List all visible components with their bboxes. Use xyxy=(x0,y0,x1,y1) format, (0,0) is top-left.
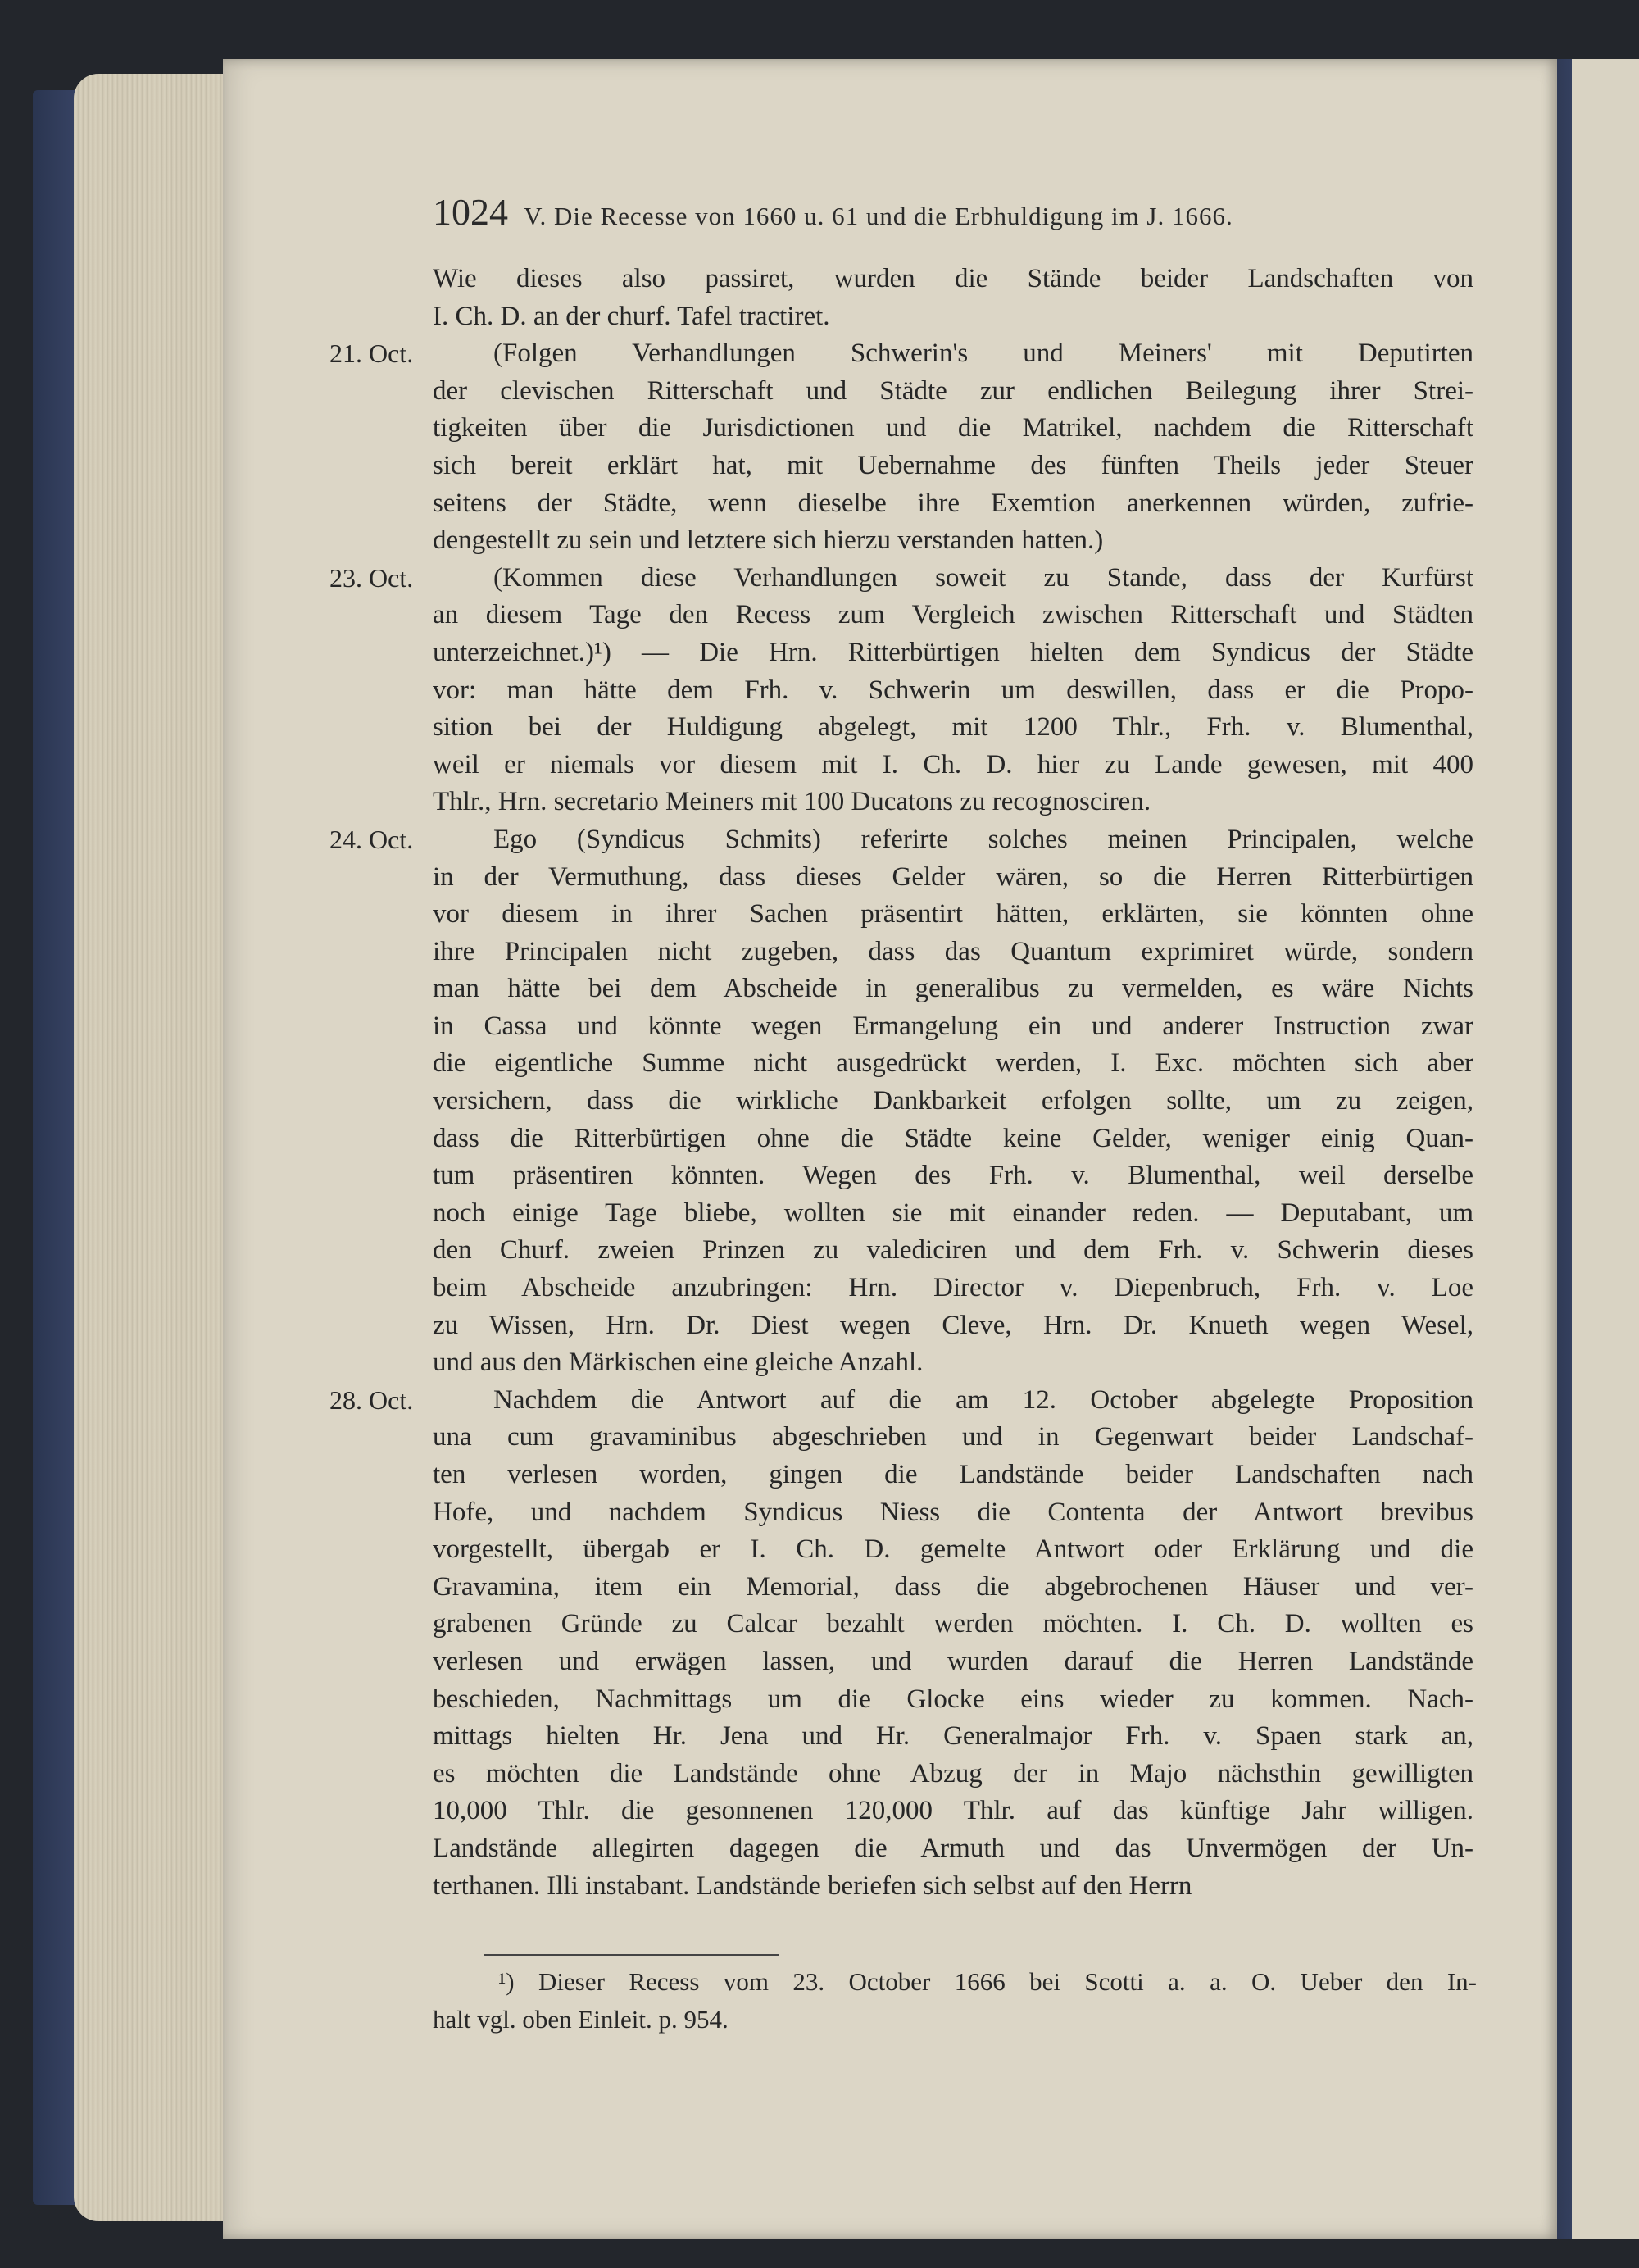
text-line: Nachdem die Antwort auf die am 12. October abgelegte Proposition xyxy=(493,1384,1473,1415)
text-line: 10,000 Thlr. die gesonnenen 120,000 Thlr. auf das künftige Jahr willigen. xyxy=(433,1796,1473,1826)
text-line: in Cassa und könnte wegen Ermangelung ein und anderer Instruction zwar xyxy=(433,1011,1473,1041)
footnote xyxy=(433,1964,1477,2038)
text-line: Ego (Syndicus Schmits) referirte solches meinen Principalen, welche xyxy=(493,824,1473,854)
text-line: versichern, dass die wirkliche Dankbarkeit erfolgen sollte, um zu zeigen, xyxy=(433,1086,1473,1116)
text-line: dass die Ritterbürtigen ohne die Städte keine Gelder, weniger einig Quan- xyxy=(433,1123,1473,1153)
text-line: und aus den Märkischen eine gleiche Anzahl. xyxy=(433,1348,924,1378)
text-line: vor diesem in ihrer Sachen präsentirt hätten, erklärten, sie könnten ohne xyxy=(433,899,1473,929)
text-line: den Churf. zweien Prinzen zu valediciren und dem Frh. v. Schwerin dieses xyxy=(433,1235,1473,1266)
text-line: una cum gravaminibus abgeschrieben und in Gegenwart beider Landschaf- xyxy=(433,1422,1473,1452)
page-edges xyxy=(74,74,229,2221)
text-line: beim Abscheide anzubringen: Hrn. Director v. Diepenbruch, Frh. v. Loe xyxy=(433,1273,1473,1303)
margin-date: 24. Oct. xyxy=(329,824,414,854)
text-line: grabenen Gründe zu Calcar bezahlt werden möchten. I. Ch. D. wollten es xyxy=(433,1609,1473,1639)
text-line: vor: man hätte dem Frh. v. Schwerin um deswillen, dass er die Propo- xyxy=(433,675,1473,705)
page-number: 1024 xyxy=(433,191,508,233)
text-line: an diesem Tage den Recess zum Vergleich zwischen Ritterschaft und Städten xyxy=(433,600,1473,630)
text-line: beschieden, Nachmittags um die Glocke eins wieder zu kommen. Nach- xyxy=(433,1684,1473,1714)
text-line: (Kommen diese Verhandlungen soweit zu Stande, dass der Kurfürst xyxy=(493,562,1473,593)
running-header xyxy=(433,190,1400,239)
text-line: Wie dieses also passiret, wurden die Stände beider Landschaften von xyxy=(433,264,1473,293)
paragraph xyxy=(329,821,1477,1382)
text-line: Gravamina, item ein Memorial, dass die abgebrochenen Häuser und ver- xyxy=(433,1571,1473,1602)
paragraph xyxy=(329,560,1477,821)
text-line: man hätte bei dem Abscheide in generalibus zu vermelden, es wäre Nichts xyxy=(433,974,1473,1004)
margin-date: 21. Oct. xyxy=(329,339,414,369)
margin-date: 28. Oct. xyxy=(329,1384,414,1415)
text-line: Hofe, und nachdem Syndicus Niess die Contenta der Antwort brevibus xyxy=(433,1497,1473,1527)
text-line: sich bereit erklärt hat, mit Uebernahme des fünften Theils jeder Steuer xyxy=(433,450,1473,480)
text-line: der clevischen Ritterschaft und Städte zur endlichen Beilegung ihrer Strei- xyxy=(433,375,1473,406)
text-line: mittags hielten Hr. Jena und Hr. Generalmajor Frh. v. Spaen stark an, xyxy=(433,1721,1473,1752)
footnote-line: halt vgl. oben Einleit. p. 954. xyxy=(433,2004,729,2034)
text-line: I. Ch. D. an der churf. Tafel tractiret. xyxy=(433,301,830,331)
paragraph xyxy=(329,335,1477,560)
text-line: ten verlesen worden, gingen die Landstände beider Landschaften nach xyxy=(433,1460,1473,1489)
text-line: (Folgen Verhandlungen Schwerin's und Meiners' mit Deputirten xyxy=(493,339,1473,369)
text-line: in der Vermuthung, dass dieses Gelder wären, so die Herren Ritterbürtigen xyxy=(433,861,1473,892)
text-line: ihre Principalen nicht zugeben, dass das Quantum exprimiret würde, sondern xyxy=(433,936,1473,966)
text-line: die eigentliche Summe nicht ausgedrückt werden, I. Exc. möchten sich aber xyxy=(433,1048,1473,1079)
main-text xyxy=(329,261,1477,1905)
text-line: unterzeichnet.)¹) — Die Hrn. Ritterbürtigen hielten dem Syndicus der Städte xyxy=(433,637,1473,667)
text-line: zu Wissen, Hrn. Dr. Diest wegen Cleve, Hrn. Dr. Knueth wegen Wesel, xyxy=(433,1310,1473,1340)
paragraph xyxy=(329,261,1477,335)
text-line: vorgestellt, übergab er I. Ch. D. gemelte Antwort oder Erklärung und die xyxy=(433,1534,1473,1565)
text-line: es möchten die Landstände ohne Abzug der in Majo nächsthin gewilligten xyxy=(433,1758,1473,1788)
footnote-rule xyxy=(484,1954,779,1956)
text-line: Thlr., Hrn. secretario Meiners mit 100 Ducatons zu recognosciren. xyxy=(433,787,1151,817)
text-line: tum präsentiren könnten. Wegen des Frh. v. Blumenthal, weil derselbe xyxy=(433,1161,1473,1191)
text-line: weil er niemals vor diesem mit I. Ch. D. hier zu Lande gewesen, mit 400 xyxy=(433,749,1473,779)
paragraph xyxy=(329,1382,1477,1905)
next-page-edge xyxy=(1572,59,1639,2239)
running-title: V. Die Recesse von 1660 u. 61 und die Erbhuldigung im J. 1666. xyxy=(524,202,1233,230)
margin-date: 23. Oct. xyxy=(329,562,414,593)
text-line: sition bei der Huldigung abgelegt, mit 1200 Thlr., Frh. v. Blumenthal, xyxy=(433,712,1473,743)
text-line: noch einige Tage bliebe, wollten sie mit einander reden. — Deputabant, um xyxy=(433,1198,1473,1228)
text-line: seitens der Städte, wenn dieselbe ihre Exemtion anerkennen würden, zufrie- xyxy=(433,488,1473,518)
footnote-line: ¹) Dieser Recess vom 23. October 1666 bei Scotti a. a. O. Ueber den In- xyxy=(498,1967,1477,1996)
text-line: verlesen und erwägen lassen, und wurden darauf die Herren Landstände xyxy=(433,1646,1473,1676)
text-line: tigkeiten über die Jurisdictionen und die Matrikel, nachdem die Ritterschaft xyxy=(433,413,1473,443)
text-line: dengestellt zu sein und letztere sich hierzu verstanden hatten.) xyxy=(433,525,1104,556)
text-line: Landstände allegirten dagegen die Armuth und das Unvermögen der Un- xyxy=(433,1833,1473,1863)
text-line: terthanen. Illi instabant. Landstände beriefen sich selbst auf den Herrn xyxy=(433,1870,1192,1901)
